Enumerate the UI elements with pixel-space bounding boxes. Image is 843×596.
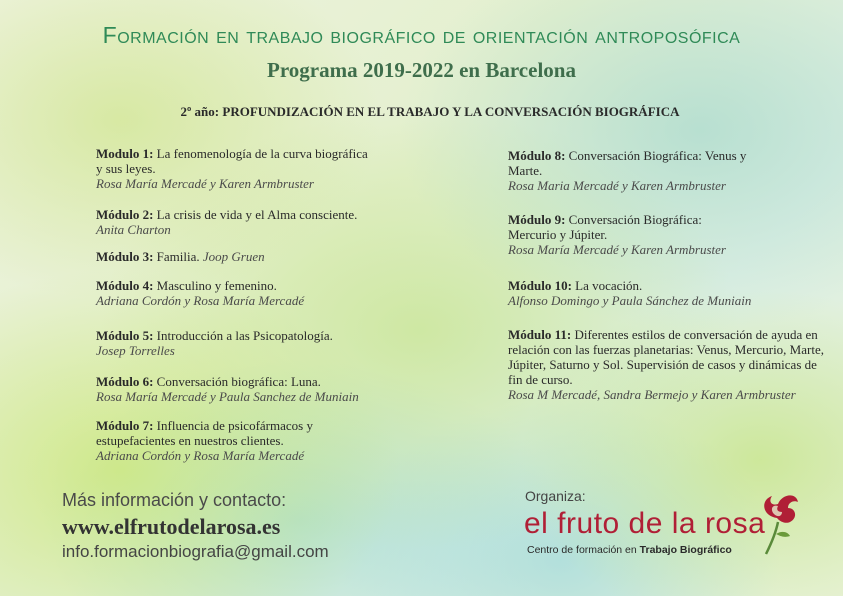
module-label: Módulo 6: bbox=[96, 374, 154, 389]
module-teachers: Adriana Cordón y Rosa María Mercadé bbox=[96, 293, 305, 308]
module-title: La vocación. bbox=[575, 278, 643, 293]
module-label: Módulo 4: bbox=[96, 278, 154, 293]
module-teachers: Alfonso Domingo y Paula Sánchez de Muniain bbox=[508, 293, 752, 308]
module-label: Módulo 10: bbox=[508, 278, 572, 293]
logo-wordmark: el fruto de la rosa bbox=[524, 507, 766, 540]
module-teachers: Rosa María Mercadé y Karen Armbruster bbox=[96, 176, 314, 191]
page-title: Formación en trabajo biográfico de orientación antroposófica bbox=[102, 22, 741, 48]
module-5 bbox=[96, 328, 416, 358]
module-label: Módulo 2: bbox=[96, 207, 154, 222]
module-3 bbox=[96, 249, 416, 264]
module-title: Familia. bbox=[156, 249, 200, 264]
module-title: La fenomenología de la curva biográfica y sus leyes. bbox=[96, 146, 368, 176]
module-title: Conversación Biográfica: Venus y Marte. bbox=[508, 148, 747, 178]
module-11 bbox=[508, 327, 824, 402]
logo-tagline bbox=[527, 544, 732, 556]
module-label: Módulo 7: bbox=[96, 418, 154, 433]
module-teachers: Rosa M Mercadé, Sandra Bermejo y Karen Armbruster bbox=[508, 387, 796, 402]
logo-tagline-bold: Trabajo Biográfico bbox=[639, 544, 732, 556]
module-9 bbox=[508, 212, 748, 257]
module-teachers: Joop Gruen bbox=[202, 249, 265, 264]
module-label: Módulo 11: bbox=[508, 327, 572, 342]
module-teachers: Adriana Cordón y Rosa María Mercadé bbox=[96, 448, 305, 463]
module-label: Módulo 9: bbox=[508, 212, 566, 227]
module-title: Conversación biográfica: Luna. bbox=[156, 374, 321, 389]
organizer-label: Organiza: bbox=[525, 488, 586, 504]
module-10 bbox=[508, 278, 808, 308]
rose-icon bbox=[752, 488, 802, 558]
module-title: Diferentes estilos de conversación de ayuda en relación con las fuerzas planetarias: Venus, Mercurio, Marte, Júpiter, Saturno y Sol. Supervisión de casos y dinámicas de fin de curso. bbox=[508, 327, 824, 387]
email-link[interactable]: info.formacionbiografia@gmail.com bbox=[62, 542, 329, 561]
website-link[interactable]: www.elfrutodelarosa.es bbox=[62, 514, 281, 539]
module-teachers: Anita Charton bbox=[96, 222, 171, 237]
module-2 bbox=[96, 207, 416, 237]
module-title: Conversación Biográfica: Mercurio y Júpiter. bbox=[508, 212, 702, 242]
module-8 bbox=[508, 148, 768, 193]
module-teachers: Rosa Maria Mercadé y Karen Armbruster bbox=[508, 178, 726, 193]
module-title: Introducción a las Psicopatología. bbox=[156, 328, 333, 343]
module-1 bbox=[96, 146, 376, 191]
module-label: Módulo 8: bbox=[508, 148, 566, 163]
module-7 bbox=[96, 418, 366, 463]
module-title: Influencia de psicofármacos y estupefacientes en nuestros clientes. bbox=[96, 418, 313, 448]
contact-heading: Más información y contacto: bbox=[62, 490, 287, 510]
year-label: 2º año: bbox=[180, 104, 220, 119]
module-teachers: Rosa María Mercadé y Paula Sanchez de Muniain bbox=[96, 389, 359, 404]
module-label: Módulo 3: bbox=[96, 249, 154, 264]
module-teachers: Rosa María Mercadé y Karen Armbruster bbox=[508, 242, 726, 257]
program-subtitle: Programa 2019-2022 en Barcelona bbox=[267, 58, 576, 82]
logo-tagline-prefix: Centro de formación en bbox=[527, 544, 640, 556]
module-title: Masculino y femenino. bbox=[156, 278, 277, 293]
module-title: La crisis de vida y el Alma consciente. bbox=[156, 207, 358, 222]
module-label: Modulo 1: bbox=[96, 146, 154, 161]
module-label: Módulo 5: bbox=[96, 328, 154, 343]
year-heading bbox=[150, 104, 710, 120]
year-title: PROFUNDIZACIÓN EN EL TRABAJO Y LA CONVERSACIÓN BIOGRÁFICA bbox=[222, 104, 680, 119]
module-6 bbox=[96, 374, 416, 404]
module-teachers: Josep Torrelles bbox=[96, 343, 175, 358]
module-4 bbox=[96, 278, 416, 308]
